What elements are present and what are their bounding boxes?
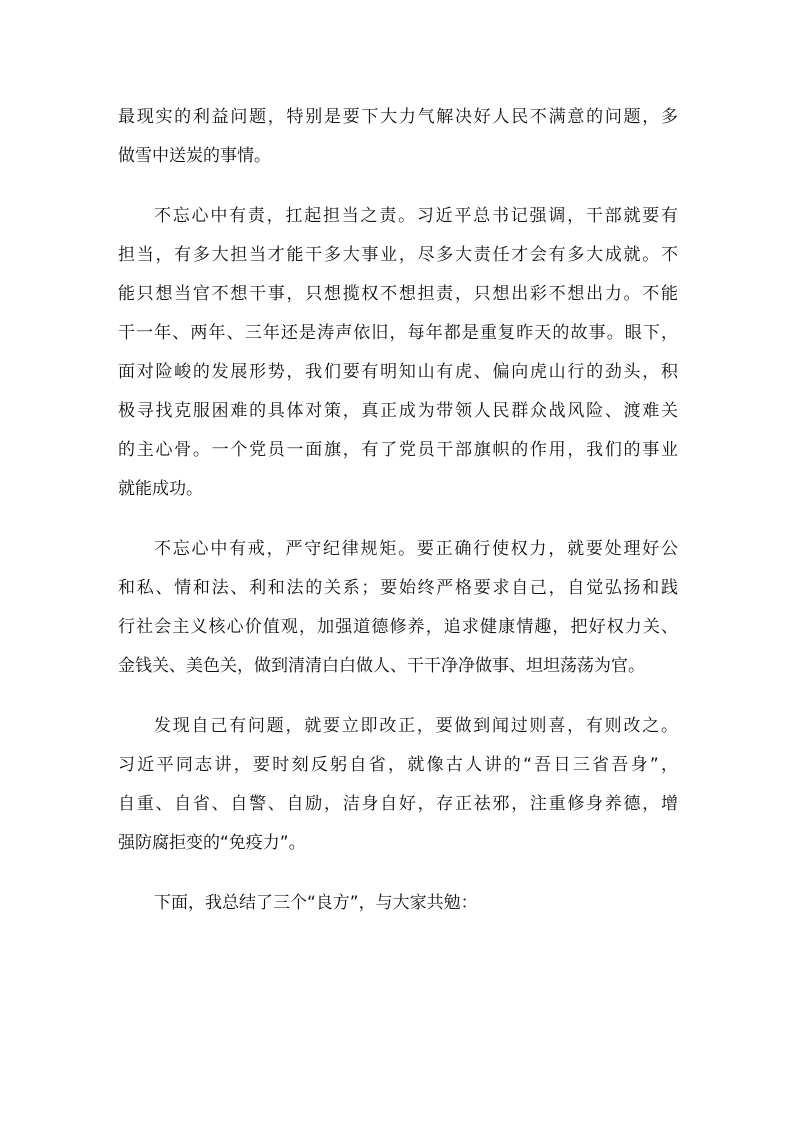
- text-line: 极寻找克服困难的具体对策，真正成为带领人民群众战风险、渡难关: [118, 401, 678, 421]
- text-line: 行社会主义核心价值观，加强道德修养，追求健康情趣，把好权力关、: [118, 617, 678, 637]
- text-line: 不忘心中有戒，严守纪律规矩。要正确行使权力，就要处理好公: [154, 539, 678, 559]
- paragraph-1: [118, 98, 678, 176]
- paragraph-5: [118, 884, 678, 923]
- text-line: 强防腐拒变的“免疫力”。: [118, 833, 306, 853]
- text-line: 担当，有多大担当才能干多大事业，尽多大责任才会有多大成就。不: [118, 245, 678, 265]
- text-line: 自重、自省、自警、自励，洁身自好，存正祛邪，注重修身养德，增: [118, 794, 678, 814]
- text-line: 不忘心中有责，扛起担当之责。习近平总书记强调，干部就要有: [154, 206, 678, 226]
- text-line: 下面，我总结了三个“良方”，与大家共勉：: [154, 893, 478, 913]
- text-line: 干一年、两年、三年还是涛声依旧，每年都是重复昨天的故事。眼下，: [118, 323, 678, 343]
- text-line: 发现自己有问题，就要立即改正，要做到闻过则喜，有则改之。: [154, 716, 678, 736]
- text-line: 能只想当官不想干事，只想揽权不想担责，只想出彩不想出力。不能: [118, 284, 678, 304]
- text-line: 面对险峻的发展形势，我们要有明知山有虎、偏向虎山行的劲头，积: [118, 362, 678, 382]
- paragraph-4: [118, 707, 678, 863]
- text-line: 金钱关、美色关，做到清清白白做人、干干净净做事、坦坦荡荡为官。: [118, 656, 645, 676]
- text-line: 的主心骨。一个党员一面旗，有了党员干部旗帜的作用，我们的事业: [118, 440, 678, 460]
- document-body: [118, 98, 678, 944]
- text-line: 最现实的利益问题，特别是要下大力气解决好人民不满意的问题，多: [118, 107, 678, 127]
- paragraph-2: [118, 197, 678, 509]
- text-line: 和私、情和法、利和法的关系；要始终严格要求自己，自觉弘扬和践: [118, 578, 678, 598]
- text-line: 就能成功。: [118, 479, 203, 499]
- text-line: 习近平同志讲，要时刻反躬自省，就像古人讲的“吾日三省吾身”，: [118, 755, 678, 775]
- paragraph-3: [118, 530, 678, 686]
- text-line: 做雪中送炭的事情。: [118, 146, 271, 166]
